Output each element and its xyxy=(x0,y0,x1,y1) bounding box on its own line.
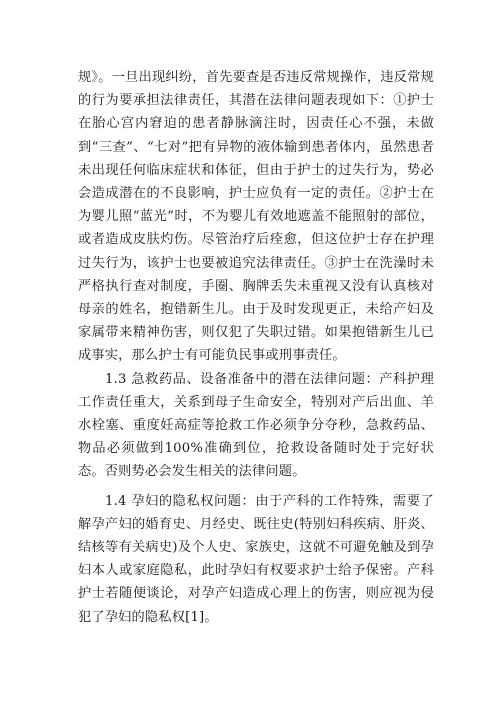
document-body xyxy=(78,66,434,629)
paragraph-pregnant-privacy: 1.4 孕妇的隐私权问题：由于产科的工作特殊，需要了解孕产妇的婚育史、月经史、既往史(特别妇科疾病、肝炎、结核等有关病史)及个人史、家族史，这就不可避免触及到孕妇本人或家庭隐私，此时孕妇有权要求护士给予保密。产科护士若随便谈论，对孕产妇造成心理上的伤害，则应视为侵犯了孕妇的隐私权[1]。 xyxy=(78,493,434,625)
paragraph-legal-issues-nursing-errors: 规》。一旦出现纠纷，首先要查是否违反常规操作，违反常规的行为要承担法律责任，其潜在法律问题表现如下：①护士在胎心宫内窘迫的患者静脉滴注时，因责任心不强，未做到“三查”、“七对”把有异物的液体输到患者体内，虽然患者未出现任何临床症状和体征，但由于护士的过失行为，势必会造成潜在的不良影响，护士应负有一定的责任。②护士在为婴儿照“蓝光”时，不为婴儿有效地遮盖不能照射的部位，或者造成皮肤灼伤。尽管治疗后痊愈，但这位护士存在护理过失行为，该护士也要被追究法律责任。③护士在洗澡时未严格执行查对制度，手圈、胸牌丢失未重视又没有认真核对母亲的姓名，抱错新生儿。由于及时发现更正，未给产妇及家属带来精神伤害，则仅犯了失职过错。如果抱错新生儿已成事实，那么护士有可能负民事或刑事责任。 xyxy=(78,70,434,364)
paragraph-emergency-drugs-equipment: 1.3 急救药品、设备准备中的潜在法律问题：产科护理工作责任重大，关系到母子生命安全，特别对产后出血、羊水栓塞、重度妊高症等抢救工作必须争分夺秒，急救药品、物品必须做到100%准确到位，抢救设备随时处于完好状态。否则势必会发生相关的法律问题。 xyxy=(78,371,434,480)
